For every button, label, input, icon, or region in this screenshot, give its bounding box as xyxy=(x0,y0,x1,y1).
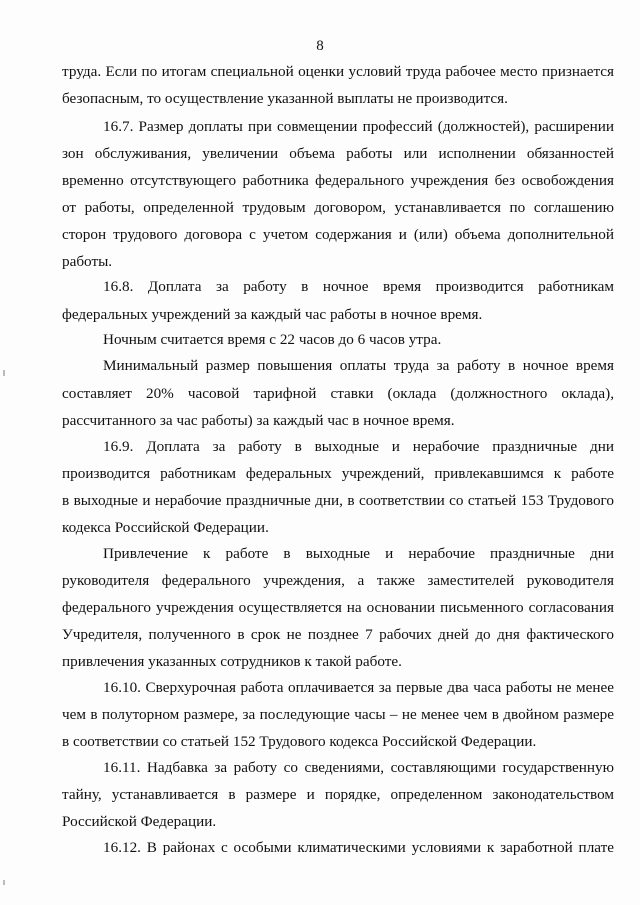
text-line: Привлечение к работе в выходные и нерабочие праздничные дни xyxy=(103,545,614,562)
text-line: от работы, определенной трудовым договором, устанавливается по соглашению xyxy=(62,199,614,216)
text-line: федеральных учреждений за каждый час работы в ночное время. xyxy=(62,306,483,323)
text-line: труда. Если по итогам специальной оценки условий труда рабочее место признается xyxy=(62,63,614,80)
text-line: федерального учреждения осуществляется на основании письменного согласования xyxy=(62,599,614,616)
paragraph-16-8-start: 16.8. Доплата за работу в ночное время производится работникам xyxy=(103,278,614,295)
text-line: производится работникам федеральных учреждений, привлекавшимся к работе xyxy=(62,465,614,482)
text-line: Учредителя, полученного в срок не позднее 7 рабочих дней до дня фактического xyxy=(62,626,614,643)
paragraph-16-12-start: 16.12. В районах с особыми климатическими условиями к заработной плате xyxy=(103,839,614,856)
text-line: Ночным считается время с 22 часов до 6 часов утра. xyxy=(103,331,442,348)
text-line: в выходные и нерабочие праздничные дни, в соответствии со статьей 153 Трудового xyxy=(62,492,614,509)
text-line: составляет 20% часовой тарифной ставки (оклада (должностного оклада), xyxy=(62,385,614,402)
text-line: Российской Федерации. xyxy=(62,813,217,830)
page-number: 8 xyxy=(316,38,324,54)
text-line: кодекса Российской Федерации. xyxy=(62,519,269,536)
paragraph-16-10-start: 16.10. Сверхурочная работа оплачивается за первые два часа работы не менее xyxy=(103,679,614,696)
text-line: чем в полуторном размере, за последующие часы – не менее чем в двойном размере xyxy=(62,706,614,723)
text-line: безопасным, то осуществление указанной выплаты не производится. xyxy=(62,90,508,107)
text-line: тайну, устанавливается в размере и порядке, определенном законодательством xyxy=(62,786,614,803)
text-line: работы. xyxy=(62,253,113,270)
text-line: рассчитанного за час работы) за каждый час в ночное время. xyxy=(62,412,455,429)
paragraph-16-7-start: 16.7. Размер доплаты при совмещении профессий (должностей), расширении xyxy=(103,118,614,135)
text-line: в соответствии со статьей 152 Трудового кодекса Российской Федерации. xyxy=(62,733,537,750)
scan-artifact xyxy=(3,880,5,885)
text-line: привлечения указанных сотрудников к такой работе. xyxy=(62,653,402,670)
text-line: руководителя федерального учреждения, а также заместителей руководителя xyxy=(62,572,614,589)
text-line: временно отсутствующего работника федерального учреждения без освобождения xyxy=(62,172,614,189)
paragraph-16-9-start: 16.9. Доплата за работу в выходные и нерабочие праздничные дни xyxy=(103,438,614,455)
text-line: Минимальный размер повышения оплаты труда за работу в ночное время xyxy=(103,357,614,374)
paragraph-16-11-start: 16.11. Надбавка за работу со сведениями, составляющими государственную xyxy=(103,759,614,776)
text-line: зон обслуживания, увеличении объема работы или исполнении обязанностей xyxy=(62,145,614,162)
scan-artifact xyxy=(3,370,5,376)
text-line: сторон трудового договора с учетом содержания и (или) объема дополнительной xyxy=(62,226,614,243)
